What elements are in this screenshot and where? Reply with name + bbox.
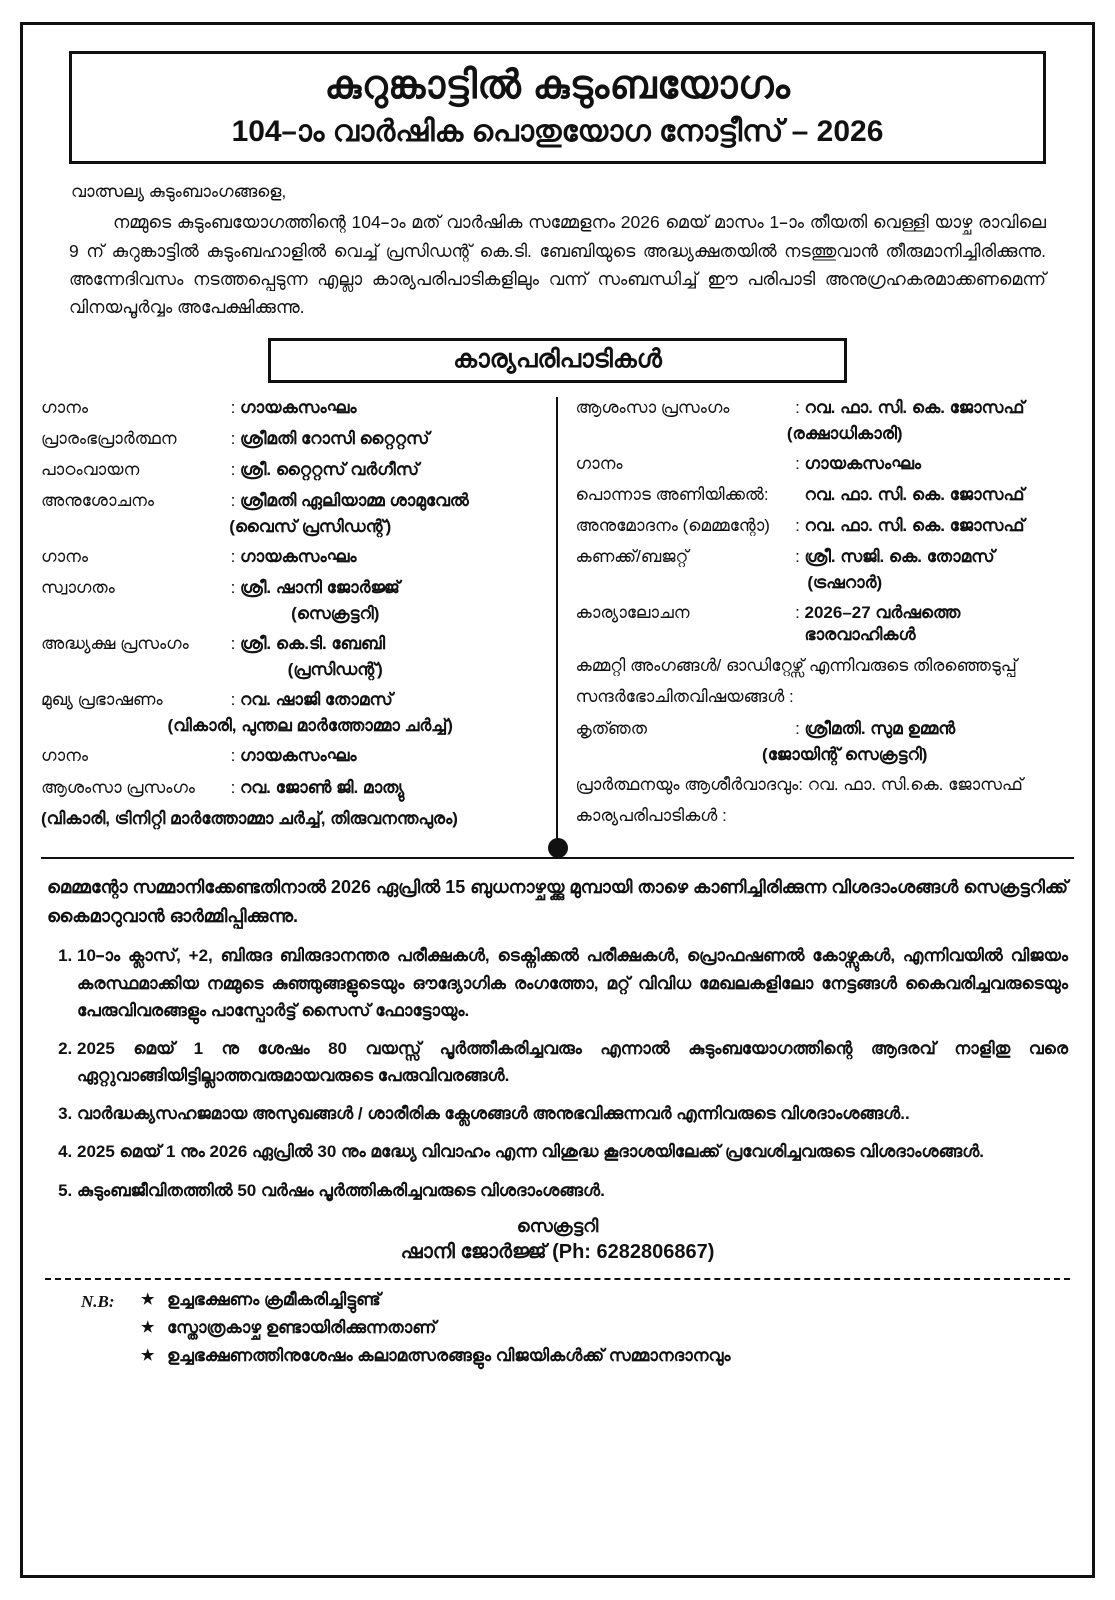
agenda-row (41, 546, 540, 568)
nb-item-text: ഉച്ചഭക്ഷണത്തിനുശേഷം കലാമത്സരങ്ങളും വിജയികൾക്ക് സമ്മാനദാനവും (167, 1345, 731, 1365)
agenda-label: ഗാനം (575, 453, 623, 473)
agenda-label: ഗാനം (41, 397, 88, 417)
agenda-row (576, 718, 1075, 740)
nb-items (141, 1290, 1074, 1374)
agenda-subvalue: (വികാരി, ട്രിനിറ്റി മാർത്തോമ്മാ ചർച്ച്, തിരുവനന്തപുരം) (41, 808, 458, 828)
agenda-extra-line: കാര്യപരിപാടികൾ : (575, 805, 727, 825)
agenda-columns (41, 397, 1074, 849)
agenda-extra-line: കമ്മറ്റി അംഗങ്ങൾ/ ഓഡിറ്റേഴ്സ് എന്നിവരുടെ തിരഞ്ഞെടുപ്പ് (575, 656, 1017, 676)
agenda-colon: : (230, 578, 236, 598)
nb-item-text: സ്തോത്രകാഴ്ച ഉണ്ടായിരിക്കുന്നതാണ് (167, 1317, 437, 1337)
agenda-label: അനുമോദനം (മെമ്മന്റോ) (575, 516, 770, 535)
agenda-value: ശ്രീ. കെ.ടി. ബേബി (240, 634, 386, 654)
signatory-name: ഷാനി ജോർജ്ജ് (400, 1240, 547, 1263)
notes-intro: മെമ്മന്റോ സമ്മാനിക്കേണ്ടതിനാൽ 2026 ഏപ്രിൽ 15 ബുധനാഴ്ചയ്ക്കു മുമ്പായി താഴെ കാണിച്ചിരിക്കുന്ന വിശദാംശങ്ങൾ സെക്രട്ടറിക്ക് കൈമാറുവാൻ ഓർമ്മിപ്പിക്കുന്നു. (47, 876, 1068, 926)
agenda-subvalue: (രക്ഷാധികാരി) (786, 423, 903, 443)
agenda-value: ശ്രീമതി. സുമ ഉമ്മൻ (804, 718, 956, 738)
page-subtitle: 104–ാം വാർഷിക പൊതുയോഗ നോട്ടീസ് – 2026 (231, 114, 884, 148)
agenda-row (41, 689, 540, 711)
agenda-value: ഗായകസംഘം (240, 547, 357, 567)
nb-item (141, 1346, 1074, 1366)
agenda-extra-line: പ്രാർത്ഥനയും ആശീർവാദവും: റവ. ഫാ. സി.കെ. ജോസഫ് (575, 774, 1023, 794)
agenda-row (576, 515, 1075, 537)
agenda-label: കണക്ക്/ബജറ്റ് (575, 547, 689, 567)
agenda-label: അദ്ധ്യക്ഷ പ്രസംഗം (41, 634, 189, 654)
star-icon: ★ (141, 1346, 155, 1364)
agenda-row (576, 602, 1075, 646)
salutation: വാത്സല്യ കുടുംബാംഗങ്ങളെ, (71, 182, 287, 202)
list-item: 3. വാർദ്ധക്യസഹജമായ അസുഖങ്ങൾ / ശാരീരിക ക്ലേശങ്ങൾ അനുഭവിക്കുന്നവർ എന്നിവരുടെ വിശദാംശങ്ങൾ.. (77, 1100, 1068, 1127)
agenda-label: ആശംസാ പ്രസംഗം (575, 397, 730, 417)
agenda-colon: : (230, 397, 236, 417)
notes-list (47, 942, 1068, 1204)
agenda-colon: : (230, 777, 236, 797)
agenda-label: മുഖ്യ പ്രഭാഷണം (41, 690, 163, 710)
agenda-colon: : (230, 547, 236, 567)
agenda-value: 2026–27 വർഷത്തെ ഭാരവാഹികൾ (804, 603, 961, 645)
agenda-row (576, 397, 1075, 419)
agenda-label: ഗാനം (41, 746, 88, 766)
agenda-label: പാഠംവായന (41, 459, 140, 479)
agenda-row (576, 546, 1075, 568)
list-item: 2. 2025 മെയ് 1 നു ശേഷം 80 വയസ്സ് പൂർത്തീകരിച്ചവരും എന്നാൽ കുടുംബയോഗത്തിന്റെ ആദരവ് നാളിതു വരെ ഏറ്റുവാങ്ങിയിട്ടില്ലാത്തവരുമായവരുടെ പേരുവിവരങ്ങൾ. (77, 1035, 1068, 1089)
agenda-colon: : (795, 547, 800, 567)
agenda-row (576, 484, 1075, 506)
star-icon: ★ (141, 1290, 155, 1308)
agenda-subvalue: (ട്രഷറാർ) (807, 573, 883, 593)
agenda-row (41, 490, 540, 512)
agenda-label: കാര്യാലോചന (575, 603, 690, 623)
agenda-value: റവ. ഫാ. സി. കെ. ജോസഫ് (804, 516, 1025, 535)
agenda-subvalue: (വൈസ് പ്രസിഡന്റ്) (229, 517, 392, 537)
agenda-label: അനുശോചനം (41, 491, 155, 510)
signatory-phone: (Ph: 6282806867) (552, 1240, 715, 1263)
nb-label: N.B: (81, 1291, 115, 1311)
agenda-row (41, 428, 540, 450)
agenda-row (41, 777, 540, 799)
agenda-colon: : (230, 634, 236, 654)
star-icon: ★ (141, 1318, 155, 1336)
signature-block (41, 1216, 1074, 1264)
nb-item (141, 1290, 1074, 1310)
agenda-subvalue: (പ്രസിഡന്റ്) (287, 660, 383, 680)
agenda-colon: : (230, 428, 236, 448)
agenda-colon: : (230, 491, 236, 510)
agenda-colon: : (795, 453, 800, 473)
agenda-value: ശ്രീ. റ്റൈറ്റസ് വർഗീസ് (240, 459, 420, 479)
signature-role: സെക്രട്ടറി (516, 1215, 599, 1236)
agenda-value: ശ്രീ. ഷാനി ജോർജ്ജ് (240, 578, 400, 598)
dashed-divider (45, 1278, 1070, 1280)
agenda-label: പൊന്നാട അണിയിക്കൽ: (575, 484, 769, 504)
agenda-value: ശ്രീമതി ഏലിയാമ്മ ശാമുവേൽ (240, 491, 469, 510)
agenda-label: പ്രാരംഭപ്രാർത്ഥന (41, 428, 177, 448)
agenda-value: റവ. ഫാ. സി. കെ. ജോസഫ് (804, 484, 1025, 504)
page-title: കുറുങ്കാട്ടിൽ കുടുംബയോഗം (324, 64, 791, 107)
agenda-value: ഗായകസംഘം (240, 397, 357, 417)
nb-item-text: ഉച്ചഭക്ഷണം ക്രമീകരിച്ചിട്ടുണ്ട് (167, 1289, 381, 1309)
agenda-value: ശ്രീമതി റോസി റ്റൈറ്റസ് (240, 428, 430, 448)
agenda-colon: : (230, 459, 236, 479)
title-box (69, 51, 1046, 164)
agenda-row (41, 397, 540, 419)
agenda-value: ഗായകസംഘം (240, 746, 357, 766)
agenda-row (41, 745, 540, 767)
list-item: 1. 10–ാം ക്ലാസ്, +2, ബിരുദ ബിരുദാനന്തര പരീക്ഷകൾ, ടെക്നിക്കൽ പരീക്ഷകൾ, പ്രൊഫഷണൽ കോഴ്സുകൾ, എന്നിവയിൽ വിജയം കരസ്ഥമാക്കിയ നമ്മുടെ കുഞ്ഞുങ്ങളുടെയും ഔദ്യോഗിക രംഗത്തോ, മറ്റ് വിവിധ മേഖലകളിലോ നേട്ടങ്ങൾ കൈവരിച്ചവരുടെയും പേരുവിവരങ്ങളും പാസ്പോർട്ട് സൈസ് ഫോട്ടോയും. (77, 942, 1068, 1024)
intro-paragraph: നമ്മുടെ കുടുംബയോഗത്തിന്റെ 104–ാം മത് വാർഷിക സമ്മേളനം 2026 മെയ് മാസം 1–ാം തീയതി വെള്ളി യാഴ്ച രാവിലെ 9 ന് കുറുങ്കാട്ടിൽ കുടുംബഹാളിൽ വെച്ച് പ്രസിഡന്റ് കെ.ടി. ബേബിയുടെ അദ്ധ്യക്ഷതയിൽ നടത്തുവാൻ തീരുമാനിച്ചിരിക്കുന്നു. അന്നേദിവസം നടത്തപ്പെടുന്ന എല്ലാ കാര്യപരിപാടികളിലും വന്ന് സംബന്ധിച്ച് ഈ പരിപാടി അനുഗ്രഹകരമാക്കണമെന്ന് വിനയപൂർവ്വം അപേക്ഷിക്കുന്നു. (69, 212, 1046, 318)
nb-item (141, 1318, 1074, 1338)
list-item: 4. 2025 മെയ് 1 നും 2026 ഏപ്രിൽ 30 നും മദ്ധ്യേ വിവാഹം എന്ന വിശുദ്ധ കൂദാശയിലേക്ക് പ്രവേശിച്ചവരുടെ വിശദാംശങ്ങൾ. (77, 1138, 1068, 1165)
agenda-row (41, 633, 540, 655)
agenda-value: ഗായകസംഘം (804, 453, 922, 473)
agenda-row (41, 577, 540, 599)
agenda-label: ആശംസാ പ്രസംഗം (41, 777, 195, 797)
agenda-subvalue: (സെക്രട്ടറി) (291, 604, 380, 624)
page-border (20, 22, 1095, 1578)
agenda-label: കൃത്ഞത (575, 718, 647, 738)
agenda-colon: : (795, 718, 800, 738)
agenda-row (41, 459, 540, 481)
list-item: 5. കുടുംബജീവിതത്തിൽ 50 വർഷം പൂർത്തികരിച്ചവരുടെ വിശദാംശങ്ങൾ. (77, 1177, 1068, 1204)
agenda-column-right (558, 397, 1075, 839)
agenda-value: റവ. ഫാ. സി. കെ. ജോസഫ് (804, 397, 1025, 417)
nb-section (81, 1290, 1074, 1374)
agenda-colon: : (795, 397, 800, 417)
agenda-column-left (41, 397, 558, 839)
agenda-label: സ്വാഗതം (41, 578, 115, 598)
agenda-value: റവ. ഷാജി തോമസ് (240, 690, 393, 710)
agenda-colon: : (795, 603, 800, 623)
agenda-colon: : (230, 746, 236, 766)
agenda-colon: : (230, 690, 236, 710)
agenda-extra-line: സന്ദർഭോചിതവിഷയങ്ങൾ : (575, 687, 794, 707)
agenda-value: ശ്രീ. സജി. കെ. തോമസ് (804, 547, 995, 567)
agenda-subvalue: (ജോയിന്റ് സെക്രട്ടറി) (762, 744, 928, 764)
agenda-label: ഗാനം (41, 547, 88, 567)
section-divider-dot (548, 838, 568, 858)
agenda-row (576, 453, 1075, 475)
agenda-value: റവ. ജോൺ ജി. മാത്യു (240, 777, 405, 797)
agenda-subvalue: (വികാരി, പുന്തല മാർത്തോമ്മാ ചർച്ച്) (167, 716, 453, 736)
signature-name (41, 1241, 1074, 1264)
agenda-colon: : (795, 516, 800, 535)
agenda-heading: കാര്യപരിപാടികൾ (268, 338, 846, 383)
